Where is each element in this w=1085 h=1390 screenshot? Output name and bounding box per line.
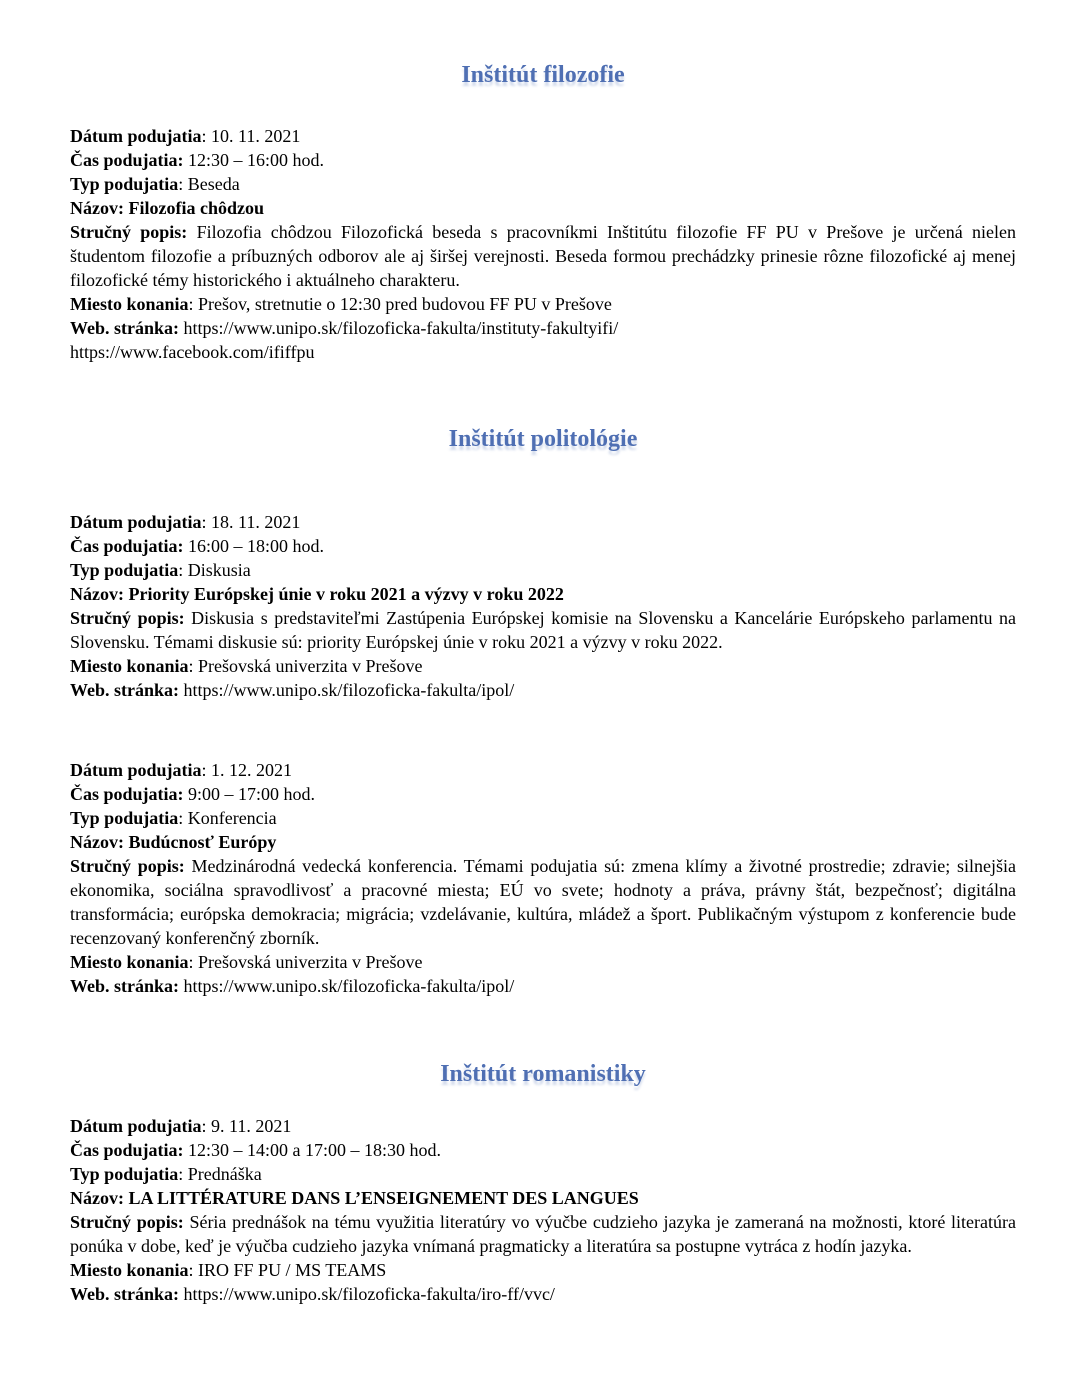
section-title-romanistiky: Inštitút romanistiky xyxy=(440,1061,646,1087)
time-row: Čas podujatia: 16:00 – 18:00 hod. xyxy=(70,536,325,556)
web-link[interactable]: https://www.unipo.sk/filozoficka-fakulta/instituty-fakultyifi/ xyxy=(183,318,619,338)
place-row: Miesto konania: Prešov, stretnutie o 12:30 pred budovou FF PU v Prešove xyxy=(70,294,612,314)
description: Stručný popis: Séria prednášok na tému využitia literatúry vo výučbe cudzieho jazyka je zameraná na možnosti, ktoré literatúra ponúka v dobe, keď je výučba cudzieho jazyka vnímaná pragmaticky a literatúra sa postupne vytráca z hodín jazyka. xyxy=(70,1212,1017,1256)
web-link[interactable]: https://www.unipo.sk/filozoficka-fakulta/ipol/ xyxy=(183,976,515,996)
name-row: Názov: Budúcnosť Európy xyxy=(70,832,277,852)
date-row: Dátum podujatia: 1. 12. 2021 xyxy=(70,760,293,780)
name-row: Názov: Filozofia chôdzou xyxy=(70,198,264,218)
description: Stručný popis: Diskusia s predstaviteľmi Zastúpenia Európskej komisie na Slovensku a Kancelárie Európskeho parlamentu na Slovensku. Témami diskusie sú: priority Európskej únie v roku 2021 a výzvy v roku 2022. xyxy=(70,608,1016,652)
date-row: Dátum podujatia: 18. 11. 2021 xyxy=(70,512,301,532)
web-row: Web. stránka: https://www.unipo.sk/filozoficka-fakulta/ipol/ xyxy=(70,976,515,996)
time-row: Čas podujatia: 12:30 – 14:00 a 17:00 – 18:30 hod. xyxy=(70,1140,442,1160)
name-row: Názov: Priority Európskej únie v roku 2021 a výzvy v roku 2022 xyxy=(70,584,564,604)
type-row: Typ podujatia: Prednáška xyxy=(70,1164,262,1184)
web-row: Web. stránka: https://www.unipo.sk/filozoficka-fakulta/instituty-fakultyifi/ xyxy=(70,318,619,338)
event-block xyxy=(70,510,1016,702)
name-row: Názov: LA LITTÉRATURE DANS L’ENSEIGNEMENT DES LANGUES xyxy=(70,1188,639,1208)
event-block xyxy=(70,124,1016,364)
description: Stručný popis: Filozofia chôdzou Filozofická beseda s pracovníkmi Inštitútu filozofie FF PU v Prešove je určená nielen študentom filozofie a príbuzných odborov ale aj širšej verejnosti. Beseda formou prechádzky prinesie rôzne filozofické aj menej filozofické témy historického i aktuálneho charakteru. xyxy=(70,222,1017,290)
web-link[interactable]: https://www.unipo.sk/filozoficka-fakulta/ipol/ xyxy=(183,680,515,700)
section-title-politologie: Inštitút politológie xyxy=(448,426,638,452)
place-row: Miesto konania: Prešovská univerzita v Prešove xyxy=(70,952,423,972)
date-row: Dátum podujatia: 9. 11. 2021 xyxy=(70,1116,292,1136)
web-row: Web. stránka: https://www.unipo.sk/filozoficka-fakulta/ipol/ xyxy=(70,680,515,700)
type-row: Typ podujatia: Diskusia xyxy=(70,560,251,580)
web-row: Web. stránka: https://www.unipo.sk/filozoficka-fakulta/iro-ff/vvc/ xyxy=(70,1284,555,1304)
type-row: Typ podujatia: Beseda xyxy=(70,174,240,194)
web-row-2 xyxy=(70,340,1016,364)
web-link-facebook[interactable]: https://www.facebook.com/ififfpu xyxy=(70,342,315,362)
event-block xyxy=(70,1114,1016,1306)
type-row: Typ podujatia: Konferencia xyxy=(70,808,277,828)
place-row: Miesto konania: IRO FF PU / MS TEAMS xyxy=(70,1260,387,1280)
web-link[interactable]: https://www.unipo.sk/filozoficka-fakulta/iro-ff/vvc/ xyxy=(183,1284,555,1304)
section-title-filozofie: Inštitút filozofie xyxy=(461,62,625,88)
description: Stručný popis: Medzinárodná vedecká konferencia. Témami podujatia sú: zmena klímy a životné prostredie; zdravie; silnejšia ekonomika, sociálna spravodlivosť a pracovné miesta; EÚ vo svete; hodnoty a práva, právny štát, bezpečnosť; digitálna transformácia; európska demokracia; migrácia; vzdelávanie, kultúra, mládež a šport. Publikačným výstupom z konferencie bude recenzovaný konferenčný zborník. xyxy=(70,856,1017,948)
time-row: Čas podujatia: 9:00 – 17:00 hod. xyxy=(70,784,316,804)
event-block xyxy=(70,758,1016,998)
time-row: Čas podujatia: 12:30 – 16:00 hod. xyxy=(70,150,325,170)
date-row: Dátum podujatia: 10. 11. 2021 xyxy=(70,126,301,146)
place-row: Miesto konania: Prešovská univerzita v Prešove xyxy=(70,656,423,676)
